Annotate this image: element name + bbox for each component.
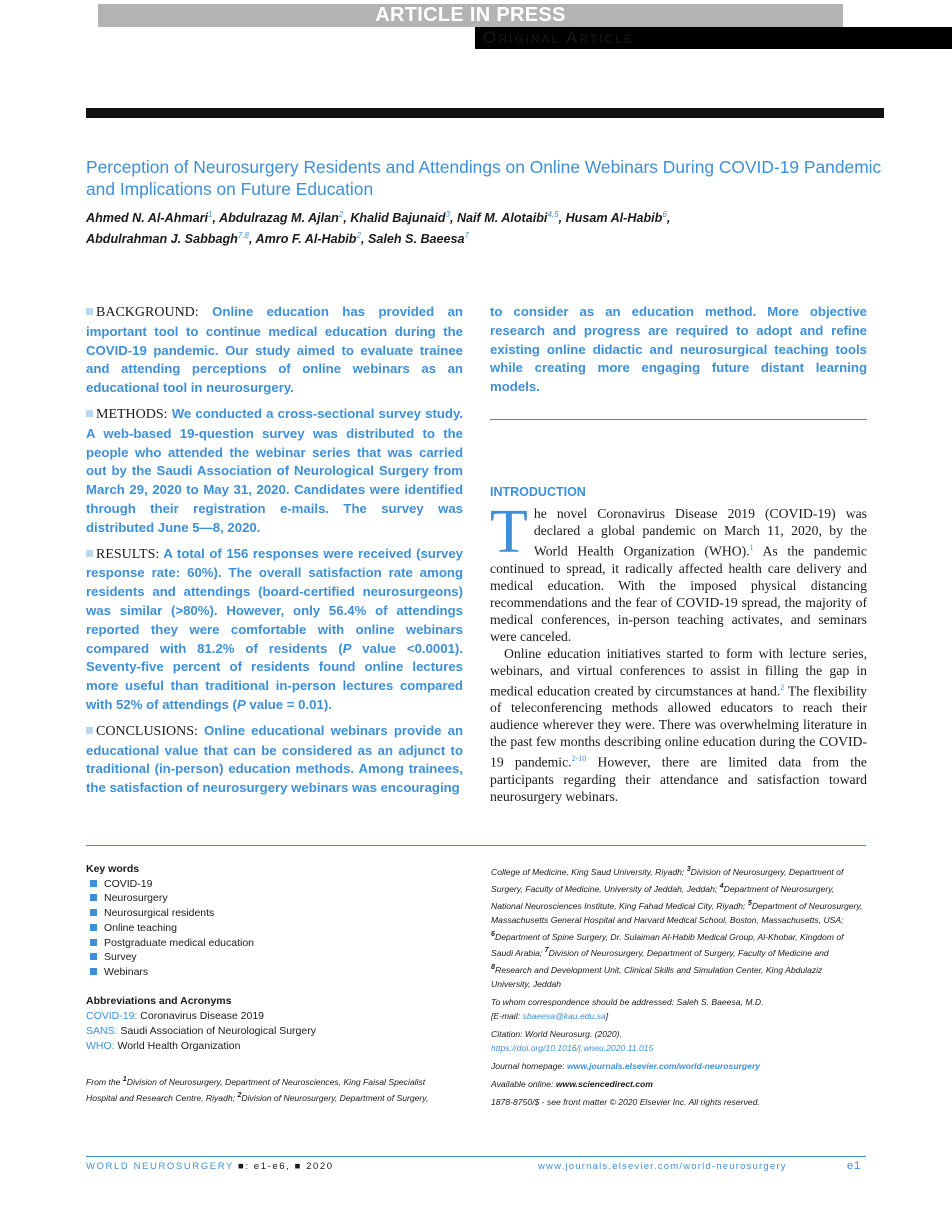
sciencedirect-link[interactable]: www.sciencedirect.com <box>555 1079 653 1090</box>
correspondence: To whom correspondence should be addressed: Saleh S. Baeesa, M.D. [E-mail: sbaeesa@kau.edu.sa] <box>491 997 764 1022</box>
introduction-body <box>490 498 868 805</box>
abstract-divider <box>490 419 867 420</box>
author: Khalid Bajunaid$^3$, <box>350 210 457 226</box>
keyword-item: Neurosurgery <box>86 891 456 906</box>
bullet-square-icon <box>90 880 97 887</box>
author: Saleh S. Baeesa$^7$ <box>367 231 470 247</box>
keywords-heading: Key words <box>86 863 140 875</box>
homepage-link[interactable]: www.journals.elsevier.com/world-neurosurgery <box>566 1061 761 1072</box>
abstract-background: BACKGROUND: Online education has provided an important tool to continue medical education during the COVID-19 pandemic. Our study aimed to evaluate trainee and attending perceptions of online webinars as an educational tool in neurosurgery. <box>86 304 463 396</box>
keyword-item: COVID-19 <box>86 877 456 892</box>
bullet-square-icon <box>90 924 97 931</box>
article-in-press-banner: ARTICLE IN PRESS <box>98 4 843 27</box>
copyright: 1878-8750/$ - see front matter © 2020 Elsevier Inc. All rights reserved. <box>491 1097 760 1108</box>
bullet-square-icon <box>90 939 97 946</box>
bullet-square-icon <box>86 410 93 417</box>
bullet-square-icon <box>90 909 97 916</box>
footer-url[interactable]: www.journals.elsevier.com/world-neurosurgery <box>538 1161 787 1172</box>
drop-cap: T <box>490 498 528 566</box>
article-title: Perception of Neurosurgery Residents and Attendings on Online Webinars During COVID-19 Pandemic and Implications on Future Education <box>86 157 882 199</box>
author: Ahmed N. Al-Ahmari$^1$, <box>86 210 219 226</box>
reference-link[interactable]: 2-10 <box>571 754 587 764</box>
author: Abdulrazag M. Ajlan$^2$, <box>218 210 351 226</box>
abbreviation-item: WHO: World Health Organization <box>86 1040 241 1052</box>
reference-link[interactable]: 1 <box>749 543 754 552</box>
abbreviations-heading: Abbreviations and Acronyms <box>86 995 232 1007</box>
reference-link[interactable]: 2 <box>780 682 785 692</box>
footer-rule <box>86 1156 866 1157</box>
email-link[interactable]: sbaeesa@kau.edu.sa <box>522 1011 606 1022</box>
bullet-square-icon <box>86 550 93 557</box>
affiliations-continued <box>491 862 863 1113</box>
intro-paragraph-1: The novel Coronavirus Disease 2019 (COVID-19) was declared a global pandemic on March 11, 2020, by the World Health Organization (WHO).$^1$ As the pandemic continued to spread, it radically affected health care delivery and medical education. With the imposed physical distancing recommendations and the fear of COVID-19 spread, the majority of medical conferences, in-person teaching activates, and seminars were canceled. <box>490 498 867 644</box>
keyword-item: Webinars <box>86 965 456 980</box>
author: Husam Al-Habib$^6$, <box>565 210 671 226</box>
abstract-conclusions-continued: to consider as an education method. More objective research and progress are required to adopt and refine existing online didactic and neurosurgical teaching tools while creating more engaging future distant learning models. <box>490 304 867 395</box>
affiliations-start: From the $^1$Division of Neurosurgery, Department of Neurosciences, King Faisal Specialist Hospital and Research Centre, Riyadh; $^2$Division of Neurosurgery, Department of Surgery, <box>86 1075 429 1103</box>
title-rule <box>86 108 884 118</box>
bullet-square-icon <box>86 308 93 315</box>
keyword-item: Survey <box>86 950 456 965</box>
section-label: Original Article <box>483 28 634 47</box>
author: Amro F. Al-Habib$^2$, <box>255 231 368 247</box>
keyword-item: Online teaching <box>86 921 456 936</box>
abstract-right-column <box>490 303 867 404</box>
affiliations-text: College of Medicine, King Saud University, Riyadh; $^3$Division of Neurosurgery, Department of Surgery, Faculty of Medicine, University of Jeddah, Jeddah; $^4$Department of Neurosurgery, National Neurosciences Institute, King Fahad Medical City, Riyadh; $^5$Department of Neurosurgery, Massachusetts General Hospital and Harvard Medical School, Boston, Massachusetts, USA; $^6$Department of Spine Surgery, Dr. Sulaiman Al-Habib Medical Group, Al-Khobar, Kingdom of Saudi Arabia; $^7$Division of Neurosurgery, Department of Surgery, Faculty of Medicine and $^8$Research and Development Unit, Clinical Skills and Simulation Center, King Abdulaziz University, Jeddah <box>491 865 863 990</box>
keywords-block <box>86 862 456 980</box>
available-online: Available online: www.sciencedirect.com <box>491 1079 653 1090</box>
keyword-item: Postgraduate medical education <box>86 936 456 951</box>
front-matter-divider <box>86 845 866 846</box>
introduction-heading: INTRODUCTION <box>490 485 586 499</box>
author: Abdulrahman J. Sabbagh$^{7,8}$, <box>86 231 256 247</box>
author-list <box>86 206 876 248</box>
author: Naif M. Alotaibi$^{4,5}$, <box>456 210 566 226</box>
footer-journal: WORLD NEUROSURGERY ■: e1-e6, ■ 2020 <box>86 1161 334 1172</box>
abstract-conclusions: CONCLUSIONS: Online educational webinars provide an educational value that can be considered as an adjunct to traditional (in-person) education methods. Among trainees, the satisfaction of neurosurgery webinars was encouraging <box>86 722 463 796</box>
abstract-methods: METHODS: We conducted a cross-sectional survey study. A web-based 19-question survey was distributed to the people who attended the webinar series that was carried out by the Saudi Association of Neurological Surgery from March 29, 2020 to May 31, 2020. Candidates were identified through their registration e-mails. The survey was distributed June 5—8, 2020. <box>86 405 463 535</box>
abstract-left-column <box>86 303 463 805</box>
abbreviation-item: SANS: Saudi Association of Neurological Surgery <box>86 1025 316 1037</box>
citation: Citation: World Neurosurg. (2020). https://doi.org/10.1016/j.wneu.2020.11.015 <box>491 1029 654 1054</box>
journal-homepage: Journal homepage: www.journals.elsevier.com/world-neurosurgery <box>491 1061 761 1072</box>
intro-paragraph-2: Online education initiatives started to form with lecture series, webinars, and virtual conferences to assist in filling the gap in medical education created by circumstances at hand.$^2$ The flexibility of teleconferencing methods allowed educators to reach their audience wherever they were. There was overwhelming literature in the past few months describing online education during the COVID-19 pandemic.$^{2-10}$ However, there are limited data from the participants regarding their attendance and satisfaction toward neurosurgery webinars. <box>490 645 868 804</box>
doi-link[interactable]: https://doi.org/10.1016/j.wneu.2020.11.015 <box>491 1043 654 1054</box>
bullet-square-icon <box>90 968 97 975</box>
bullet-square-icon <box>90 953 97 960</box>
bullet-square-icon <box>90 894 97 901</box>
keyword-item: Neurosurgical residents <box>86 906 456 921</box>
abbreviations-block <box>86 994 456 1054</box>
abbreviation-item: COVID-19: Coronavirus Disease 2019 <box>86 1010 265 1022</box>
abstract-results: RESULTS: A total of 156 responses were received (survey response rate: 60%). The overall satisfaction rate among residents and attendings (board-certified neurosurgeons) was similar (>80%). However, only 56.4% of attendings reported they were comfortable with online webinars compared with 81.2% of residents (P value <0.0001). Seventy-five percent of residents found online lectures more useful than traditional in-person lectures compared with 52% of attendings (P value = 0.01). <box>86 545 463 712</box>
page-number: e1 <box>847 1160 862 1172</box>
bullet-square-icon <box>86 727 93 734</box>
